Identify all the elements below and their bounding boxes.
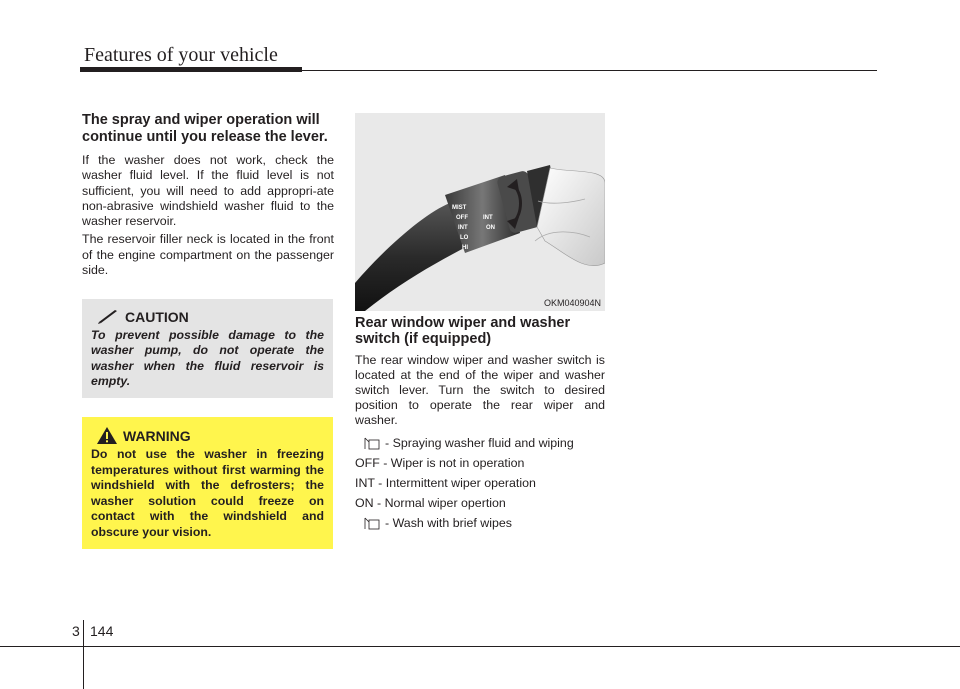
mode-spray-text: - Spraying washer fluid and wiping [385, 436, 574, 450]
footer-rule [0, 646, 960, 647]
label-off: OFF [456, 215, 468, 221]
figure-caption: OKM040904N [543, 298, 601, 308]
washer-paragraph: If the washer does not work, check the washer fluid level. If the fluid level is not sufficient, you will need to add appropri-ate non-abrasive windshield washer fluid to the washer reservoir. [82, 153, 334, 229]
caution-pencil-icon [97, 310, 119, 324]
warning-box [82, 417, 333, 549]
mode-item-wash [355, 516, 605, 531]
rear-wiper-heading: Rear window wiper and washer switch (if equipped) [355, 315, 571, 347]
mode-on-text: ON - Normal wiper opertion [355, 496, 506, 510]
mode-item-int [355, 476, 605, 491]
mode-off-text: OFF - Wiper is not in operation [355, 456, 525, 470]
left-column [82, 112, 334, 281]
wash-brief-wipes-icon [359, 517, 381, 531]
label-int: INT [458, 225, 468, 231]
label-lo: LO [460, 235, 469, 241]
mode-int-text: INT - Intermittent wiper operation [355, 476, 536, 490]
label-hi: HI [462, 245, 468, 251]
caution-text: To prevent possible damage to the washer pump, do not operate the washer when the fluid reservoir is empty. [91, 328, 324, 389]
spray-heading: The spray and wiper operation will continue until you release the lever. [82, 112, 328, 145]
wiper-switch-figure [355, 113, 605, 311]
caution-box [82, 299, 333, 398]
label-mist: MIST [452, 205, 467, 211]
wiper-lever-illustration [355, 113, 605, 311]
warning-title [97, 427, 324, 444]
washer-spray-icon [359, 437, 381, 451]
rear-wiper-description: The rear window wiper and washer switch is located at the end of the wiper and washer switch lever. Turn the switch to desired position to operate the rear wiper and washer. [355, 353, 605, 427]
label-int-rear: INT [483, 215, 493, 221]
chapter-number: 3 [72, 623, 80, 639]
page-number: 144 [90, 623, 114, 639]
right-column [355, 315, 605, 536]
warning-title-text: WARNING [123, 427, 191, 444]
caution-title-text: CAUTION [125, 309, 189, 325]
warning-triangle-icon [97, 427, 117, 444]
mode-item-on [355, 496, 605, 511]
mode-wash-text: - Wash with brief wipes [385, 516, 512, 530]
page-header-title: Features of your vehicle [84, 44, 278, 66]
header-rule [80, 70, 877, 71]
footer-divider [83, 620, 84, 689]
mode-item-off [355, 456, 605, 471]
mode-item-spray [355, 436, 605, 451]
label-on: ON [486, 225, 495, 231]
caution-title [97, 309, 324, 325]
reservoir-paragraph: The reservoir filler neck is located in the front of the engine compartment on the passenger side. [82, 232, 334, 278]
warning-text: Do not use the washer in freezing temperatures without first warming the windshield with the defrosters; the washer solution could freeze on contact with the windshield and obscure your vision. [91, 447, 324, 539]
